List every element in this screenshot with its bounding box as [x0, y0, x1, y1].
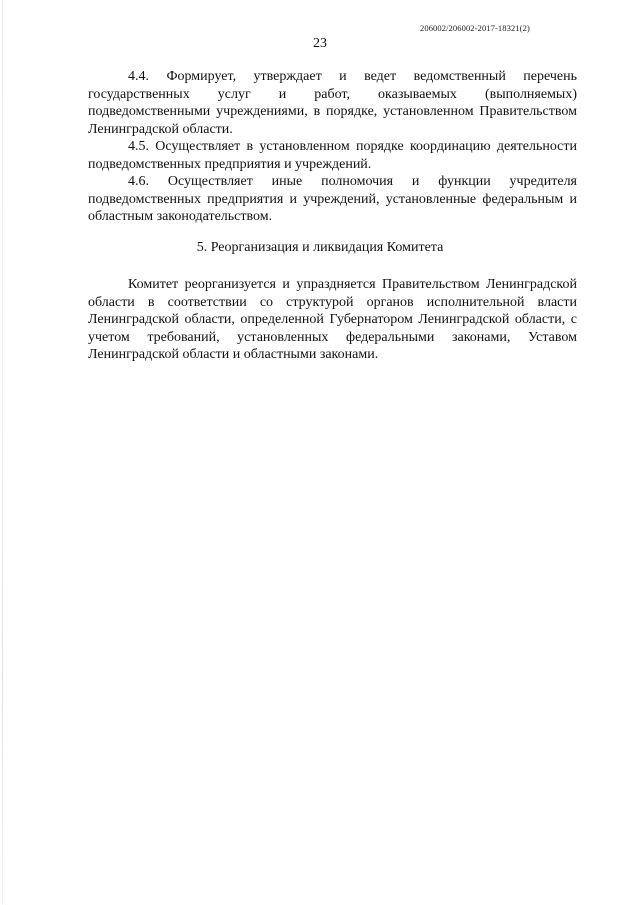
scan-edge [2, 0, 3, 905]
page-number: 23 [313, 36, 327, 51]
section-body [88, 276, 577, 364]
section-heading: 5. Реорганизация и ликвидация Комитета [196, 240, 444, 255]
paragraph-4-4: 4.4. Формирует, утверждает и ведет ведомственный перечень государственных услуг и работ, оказываемых (выполняемых) подведомственными учреждениями, в порядке, установленном Правительством Ленинградской области. [88, 69, 577, 137]
paragraph-4-5: 4.5. Осуществляет в установленном порядке координацию деятельности подведомственных предприятия и учреждений. [88, 139, 577, 172]
paragraphs-block [88, 68, 577, 226]
paragraph-5: Комитет реорганизуется и упраздняется Правительством Ленинградской области в соответствии со структурой органов исполнительной власти Ленинградской области, определенной Губернатором Ленинградской области, с учетом требований, установленных федеральными законами, Уставом Ленинградской области и областными законами. [88, 277, 577, 362]
document-code: 206002/206002-2017-18321(2) [420, 23, 530, 33]
paragraph-4-6: 4.6. Осуществляет иные полномочия и функции учредителя подведомственных предприятия и учреждений, установленные федеральным и областным законодательством. [88, 174, 577, 224]
